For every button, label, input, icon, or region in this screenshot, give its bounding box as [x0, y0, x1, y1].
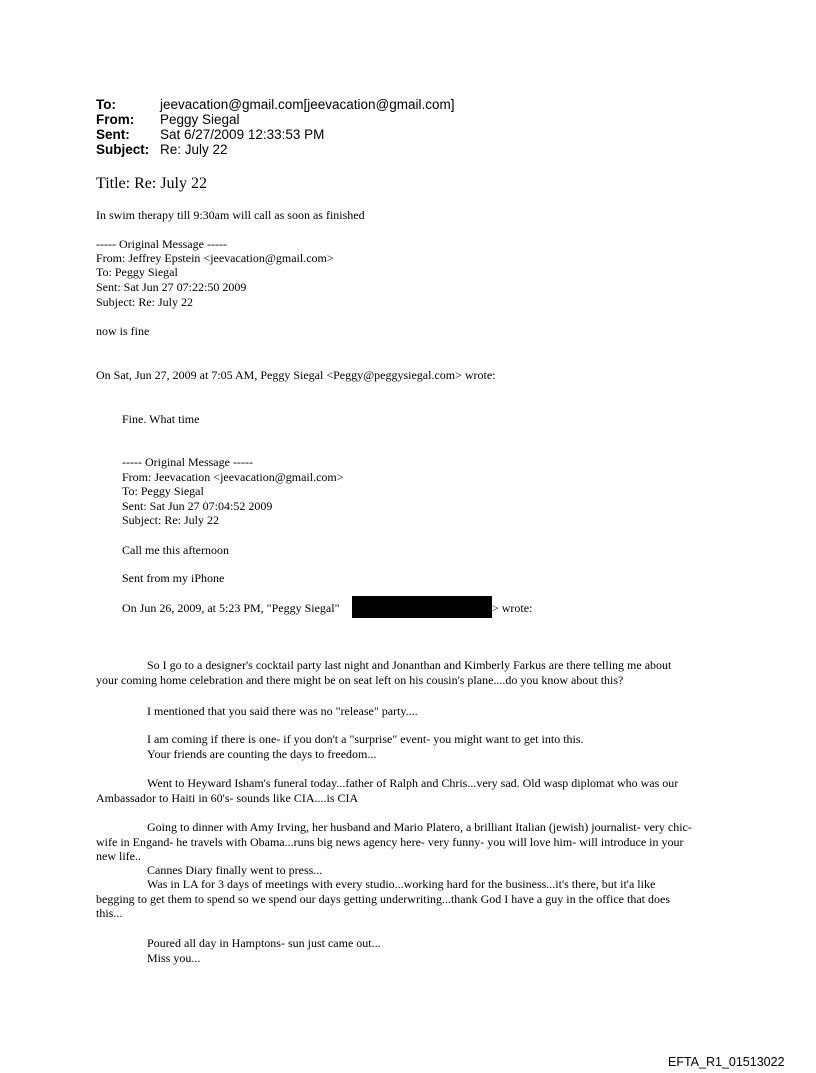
original-sent-2: Sent: Sat Jun 27 07:04:52 2009 [122, 499, 273, 513]
bates-number: EFTA_R1_01513022 [668, 1055, 785, 1069]
on-jun26-line: On Jun 26, 2009, at 5:23 PM, "Peggy Siegal" [122, 601, 340, 615]
document-title: Title: Re: July 22 [96, 175, 207, 192]
paragraph-funeral: Went to Heyward Isham's funeral today...father of Ralph and Chris...very sad. Old wasp diplomat who was our Ambassador to Haiti in 60's- sounds like CIA....is CIA [96, 776, 679, 805]
on-jun26-wrote: > wrote: [492, 601, 533, 615]
original-from-2: From: Jeevacation <jeevacation@gmail.com> [122, 470, 344, 484]
redaction-box [352, 596, 492, 618]
paragraph-hamptons: Poured all day in Hamptons- sun just came out... Miss you... [147, 936, 381, 965]
subject-value: Re: July 22 [160, 142, 228, 157]
paragraph-cannes: Cannes Diary finally went to press... [147, 863, 323, 877]
original-message-divider: ----- Original Message ----- [96, 237, 227, 251]
paragraph-cocktail-party: So I go to a designer's cocktail party last night and Jonanthan and Kimberly Farkus are there telling me about your coming home celebration and there might be on seat left on his cousin's plane....do you know about this? [96, 658, 672, 687]
fine-what-time: Fine. What time [122, 412, 200, 426]
sent-from-iphone: Sent from my iPhone [122, 571, 225, 585]
subject-label: Subject: [96, 142, 150, 157]
paragraph-la-meetings: Was in LA for 3 days of meetings with every studio...working hard for the business...it's there, but it'a like begging to get them to spend so we spend our days getting underwriting...thank God I have a guy in the office that does this... [96, 877, 670, 920]
original-message-divider-2: ----- Original Message ----- [122, 455, 253, 469]
to-label: To: [96, 97, 116, 112]
original-subject-2: Subject: Re: July 22 [122, 513, 219, 527]
original-sent: Sent: Sat Jun 27 07:22:50 2009 [96, 280, 247, 294]
from-label: From: [96, 112, 135, 127]
sent-value: Sat 6/27/2009 12:33:53 PM [160, 127, 325, 142]
reply-line: In swim therapy till 9:30am will call as soon as finished [96, 208, 365, 222]
paragraph-surprise-event: I am coming if there is one- if you don't a "surprise" event- you might want to get into this. Your friends are counting the days to freedom... [147, 732, 584, 761]
original-to-2: To: Peggy Siegal [122, 484, 204, 498]
now-is-fine: now is fine [96, 324, 150, 338]
original-subject: Subject: Re: July 22 [96, 295, 193, 309]
original-from: From: Jeffrey Epstein <jeevacation@gmail.com> [96, 251, 334, 265]
on-sat-wrote: On Sat, Jun 27, 2009 at 7:05 AM, Peggy Siegal <Peggy@peggysiegal.com> wrote: [96, 368, 496, 382]
paragraph-dinner: Going to dinner with Amy Irving, her husband and Mario Platero, a brilliant Italian (jewish) journalist- very chic- wife in Engand- he travels with Obama...runs big news agency here- very funny- you will love him- will introduce in your new life.. [96, 820, 692, 863]
sent-label: Sent: [96, 127, 130, 142]
from-value: Peggy Siegal [160, 112, 240, 127]
call-me-line: Call me this afternoon [122, 543, 229, 557]
original-to: To: Peggy Siegal [96, 265, 178, 279]
paragraph-no-release: I mentioned that you said there was no "release" party.... [147, 704, 418, 718]
to-value: jeevacation@gmail.com[jeevacation@gmail.com] [160, 97, 455, 112]
